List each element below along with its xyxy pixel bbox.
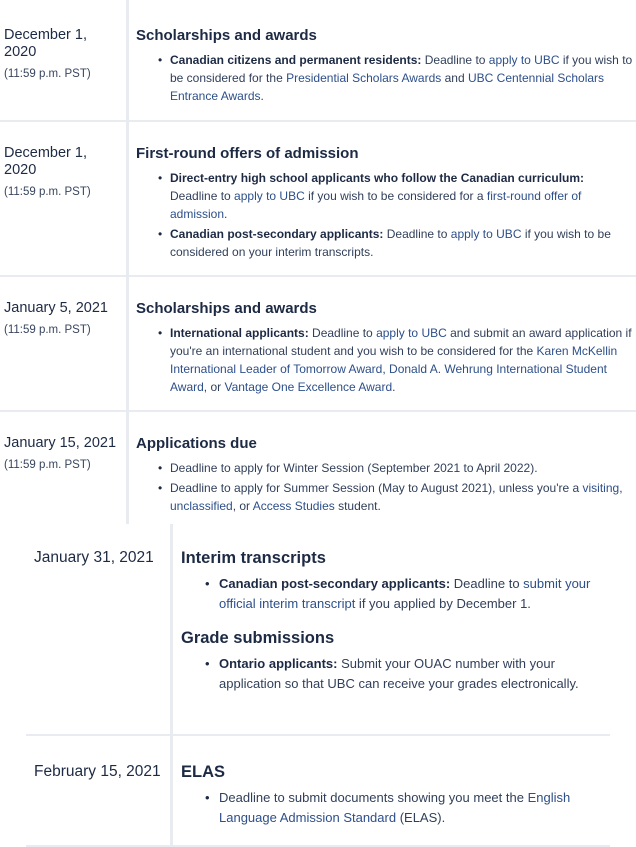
first-round-offer-link[interactable]: first-round offer of admission xyxy=(170,189,582,221)
vantage-one-award-link[interactable]: Vantage One Excellence Award xyxy=(224,380,393,394)
deadline-content xyxy=(181,762,609,828)
section-heading: Applications due xyxy=(136,435,257,452)
section-heading: Interim transcripts xyxy=(181,549,326,567)
deadline-content xyxy=(136,300,634,398)
column-divider xyxy=(126,122,129,275)
deadline-row xyxy=(26,736,610,847)
access-studies-link[interactable]: Access Studies xyxy=(252,499,335,513)
list-item: • International applicants: Deadline to apply to UBC and submit an award application if you're an international student and you wish to be considered for the Karen McKellin International Leader of Tomorrow Award, Donald A. Wehrung International Student Award, or Vantage One Excellence Award. xyxy=(136,324,634,396)
deadline-row xyxy=(26,524,610,736)
list-item: • Deadline to apply for Winter Session (September 2021 to April 2022). xyxy=(136,459,634,477)
presidential-scholars-link[interactable]: Presidential Scholars Awards xyxy=(286,71,442,85)
submit-transcript-link[interactable]: submit your official interim transcript xyxy=(219,576,591,611)
list-item: • Deadline to submit documents showing you meet the English Language Admission Standard (ELAS). xyxy=(181,788,609,828)
deadline-row xyxy=(0,122,636,277)
deadline-date-cell xyxy=(4,27,120,81)
section-heading: Scholarships and awards xyxy=(136,27,317,44)
column-divider xyxy=(170,524,173,734)
item-label: International applicants: xyxy=(170,326,309,340)
section-heading: Grade submissions xyxy=(181,629,335,647)
deadline-date-cell xyxy=(4,300,120,337)
deadline-row xyxy=(0,412,636,524)
deadline-date: January 5, 2021 xyxy=(4,300,108,316)
column-divider xyxy=(126,0,129,120)
deadline-content xyxy=(136,27,634,107)
item-label: Canadian post-secondary applicants: xyxy=(219,576,451,591)
list-item: • Ontario applicants: Submit your OUAC number with your application so that UBC can receive your grades electronically. xyxy=(181,654,609,694)
mckellin-award-link[interactable]: Karen McKellin International Leader of Tomorrow Award xyxy=(170,344,618,376)
apply-link[interactable]: apply to UBC xyxy=(488,53,560,67)
section-heading: ELAS xyxy=(181,763,226,781)
deadline-list xyxy=(181,574,609,614)
item-label: Canadian post-secondary applicants: xyxy=(170,227,384,241)
deadline-date: December 1, 2020 xyxy=(4,27,88,60)
unclassified-student-link[interactable]: unclassified xyxy=(170,499,233,513)
deadline-date: December 1, 2020 xyxy=(4,145,88,178)
deadline-time: (11:59 p.m. PST) xyxy=(4,68,91,80)
centennial-scholars-link[interactable]: UBC Centennial Scholars Entrance Awards xyxy=(170,71,605,103)
column-divider xyxy=(126,277,129,410)
section-heading: Scholarships and awards xyxy=(136,300,317,317)
deadline-list xyxy=(181,788,609,828)
deadline-list xyxy=(136,51,634,105)
apply-link[interactable]: apply to UBC xyxy=(234,189,305,203)
elas-link[interactable]: English Language Admission Standard xyxy=(219,790,571,825)
deadline-time: (11:59 p.m. PST) xyxy=(4,459,91,471)
list-item: • Canadian post-secondary applicants: Deadline to apply to UBC if you wish to be considered on your interim transcripts. xyxy=(136,225,634,261)
deadline-list xyxy=(136,169,634,261)
item-label: Canadian citizens and permanent residents: xyxy=(170,53,422,67)
list-item: • Canadian citizens and permanent residents: Deadline to apply to UBC if you wish to be considered for the Presidential Scholars Awards and UBC Centennial Scholars Entrance Awards. xyxy=(136,51,634,105)
deadline-content xyxy=(181,548,609,694)
deadline-content xyxy=(136,435,634,517)
list-item: • Direct-entry high school applicants who follow the Canadian curriculum: Deadline to apply to UBC if you wish to be considered for a first-round offer of admission. xyxy=(136,169,634,223)
deadline-row xyxy=(0,277,636,412)
deadline-date-cell xyxy=(4,145,120,199)
apply-link[interactable]: apply to UBC xyxy=(376,326,447,340)
deadline-list xyxy=(136,324,634,396)
wehrung-award-link[interactable]: Donald A. Wehrung International Student Award xyxy=(170,362,607,394)
item-label: Ontario applicants: xyxy=(219,656,338,671)
visiting-student-link[interactable]: visiting xyxy=(582,481,620,495)
deadline-row xyxy=(0,0,636,122)
column-divider xyxy=(170,736,173,845)
column-divider xyxy=(126,412,129,524)
section-heading: First-round offers of admission xyxy=(136,145,359,162)
deadline-date-cell xyxy=(4,435,120,472)
apply-link[interactable]: apply to UBC xyxy=(450,227,522,241)
deadline-date: January 15, 2021 xyxy=(4,435,117,451)
deadline-list xyxy=(181,654,609,694)
deadline-list xyxy=(136,459,634,515)
list-item: • Deadline to apply for Summer Session (May to August 2021), unless you're a visiting, unclassified, or Access Studies student. xyxy=(136,479,634,515)
item-label: Direct-entry high school applicants who follow the Canadian curriculum: xyxy=(170,171,585,185)
deadline-date: January 31, 2021 xyxy=(34,549,154,566)
list-item: • Canadian post-secondary applicants: Deadline to submit your official interim transcript if you applied by December 1. xyxy=(181,574,609,614)
deadline-time: (11:59 p.m. PST) xyxy=(4,186,91,198)
deadline-date: February 15, 2021 xyxy=(34,763,161,780)
deadline-content xyxy=(136,145,634,263)
deadline-time: (11:59 p.m. PST) xyxy=(4,324,91,336)
